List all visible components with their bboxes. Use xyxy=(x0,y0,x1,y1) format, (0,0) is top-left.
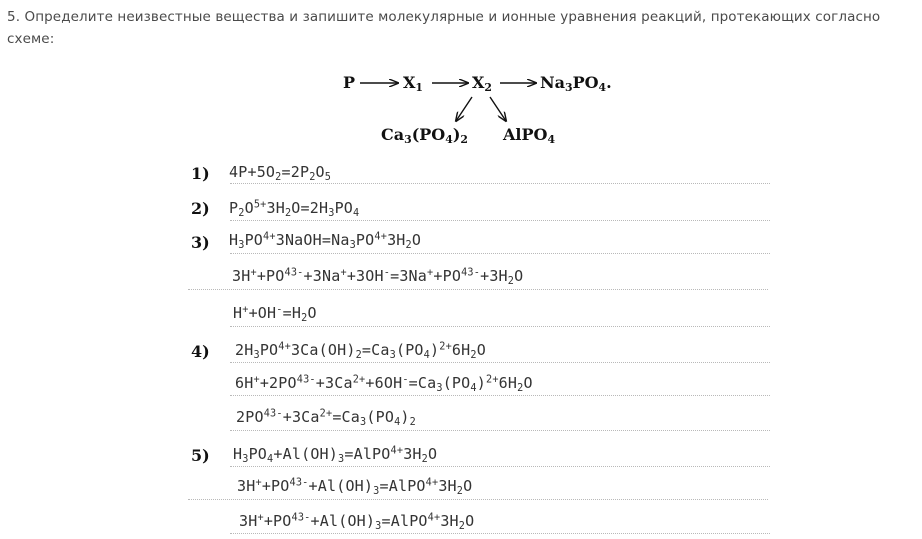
reaction-scheme xyxy=(0,0,922,160)
answer-line-dots xyxy=(188,499,768,500)
answer-line-dots xyxy=(188,289,768,290)
answer-number-5: 5) xyxy=(191,446,210,465)
task-statement: 5. Определите неизвестные вещества и запишите молекулярные и ионные уравнения реакций, протекающих согласно схеме: xyxy=(7,9,881,47)
equation-3-short-ionic: $H^++OH^-=H_2O$ xyxy=(233,304,317,324)
equation-5-molecular: $H_3PO_4+Al(OH)_3=AlPO^{4+}3H_2O$ xyxy=(233,445,438,465)
equation-2-molecular: $P_2O^{5+}3H_2O=2H_3PO_4$ xyxy=(229,199,360,219)
equation-4-short-ionic: $2PO^{43-}+3Ca^{2+}=Ca_3(PO_4)_2$ xyxy=(236,408,416,428)
equation-1-molecular: $4P+5O_2=2P_2O_5$ xyxy=(229,163,332,183)
equation-5-short-ionic: $3H^++PO^{43-}+Al(OH)_3=AlPO^{4+}3H_2O$ xyxy=(239,512,475,532)
answer-line-dots xyxy=(230,466,770,467)
arrow-x2-ca3po42 xyxy=(456,97,472,121)
equation-4-molecular: $2H_3PO^{4+}3Ca(OH)_2=Ca_3(PO_4)^{2+}6H_2O$ xyxy=(235,341,486,361)
scheme-node-ca3po42: $Ca_3(PO_4)_2$ xyxy=(381,125,468,147)
answer-line-dots xyxy=(230,395,770,396)
scheme-node-alpo4: AlPO$_4$ xyxy=(503,125,556,147)
scheme-node-p: P xyxy=(343,73,356,92)
answer-line-dots xyxy=(230,362,770,363)
scheme-arrows xyxy=(0,0,922,160)
answer-line-dots xyxy=(230,533,770,534)
scheme-node-na3po4: $Na_3PO_4$. xyxy=(540,73,612,95)
scheme-node-x2: $X_2$ xyxy=(472,73,492,95)
scheme-node-x1: $X_1$ xyxy=(403,73,423,95)
equation-4-full-ionic: $6H^++2PO^{43-}+3Ca^{2+}+6OH^-=Ca_3(PO_4)^{2+}6H_2O$ xyxy=(235,374,533,394)
equation-5-full-ionic: $3H^++PO^{43-}+Al(OH)_3=AlPO^{4+}3H_2O$ xyxy=(237,477,473,497)
arrow-x2-alpo4 xyxy=(490,97,506,121)
answer-line-dots xyxy=(230,183,770,184)
answer-line-dots xyxy=(230,430,770,431)
answer-line-dots xyxy=(230,220,770,221)
answer-line-dots xyxy=(230,253,770,254)
answer-number-4: 4) xyxy=(191,342,210,361)
equation-3-full-ionic: $3H^++PO^{43-}+3Na^++3OH^-=3Na^++PO^{43-}+3H_2O$ xyxy=(232,267,524,287)
equation-3-molecular: $H_3PO^{4+}3NaOH=Na_3PO^{4+}3H_2O$ xyxy=(229,231,422,251)
answer-number-1: 1) xyxy=(191,164,210,183)
answer-number-2: 2) xyxy=(191,199,210,218)
answer-number-3: 3) xyxy=(191,233,210,252)
answer-line-dots xyxy=(230,326,770,327)
